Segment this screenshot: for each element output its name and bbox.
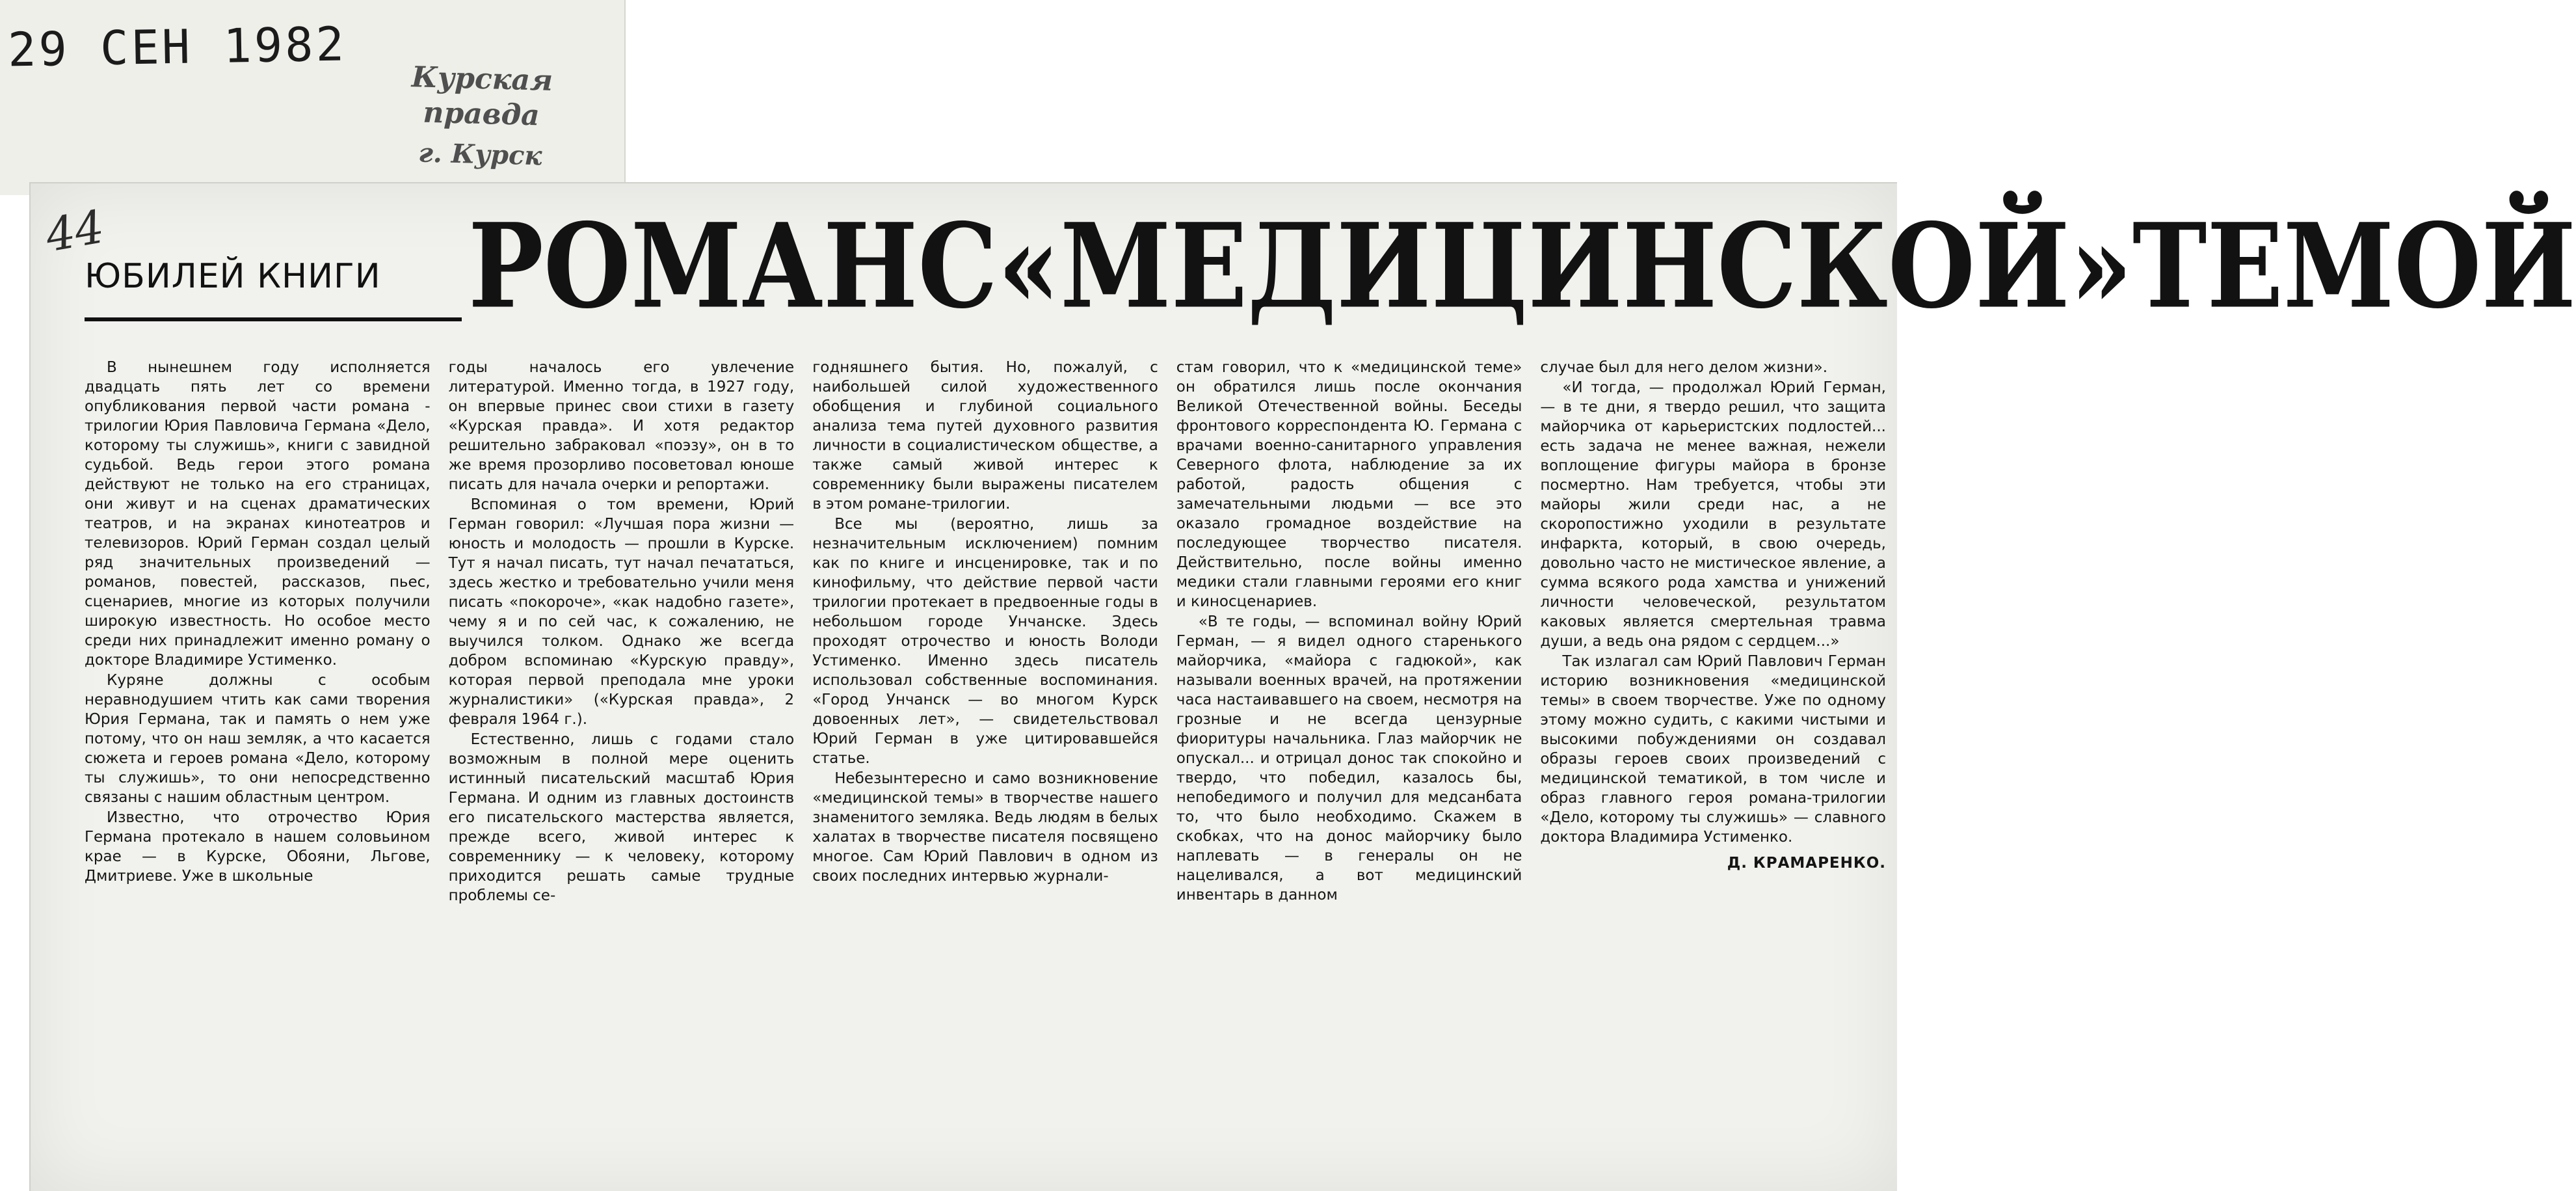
- date-stamp: 29 СЕН 1982: [7, 16, 347, 77]
- paragraph: случае был для него делом жизни».: [1540, 359, 1828, 376]
- headline-word: РОМАН: [468, 198, 918, 335]
- paragraph: годы началось его увлечение литературой. Именно тогда, в 1927 году, он впервые принес свои стихи в газету «Курская правда». И хотя редактор решительно забраковал «поэзу», он в то же время прозорливо посоветовал юноше писать для начала очерки и репортажи.: [448, 359, 795, 493]
- article-column-5: [1540, 358, 1886, 1177]
- headline-word: ТЕМОЙ: [2132, 198, 2576, 335]
- article-headline: [468, 198, 2576, 335]
- rubric-label: ЮБИЛЕЙ КНИГИ: [85, 257, 381, 296]
- newspaper-name: Курская правда: [411, 60, 553, 133]
- paragraph: Известно, что отрочество Юрия Германа протекало в нашем соловьином крае — в Курске, Обояни, Льгове, Дмитриеве. Уже в школьные: [85, 809, 431, 885]
- paragraph: Так излагал сам Юрий Павлович Герман историю возникновения «медицинской темы» в своем творчестве. Уже по одному этому можно судить, с какими чистыми и высокими побуждениями он создавал образы героев своих произведений с медицинской тематикой, в том числе и образ главного героя романа-трилогии «Дело, которому ты служишь» — славного доктора Владимира Устименко.: [1540, 653, 1886, 846]
- headline-word: «МЕДИЦИНСКОЙ»: [997, 198, 2132, 335]
- article-column-1: [85, 358, 431, 1177]
- paragraph: стам говорил, что к «медицинской теме» он обратился лишь после окончания Великой Отечественной войны. Беседы фронтового корреспондента Ю. Германа с врачами военно-санитарного управления Северного флота, наблюдение за их работой, радость общения с замечательными людьми — все это оказало громадное воздействие на последующее творчество писателя. Действительно, после войны именно медики стали главными героями его книг и киносценариев.: [1176, 359, 1522, 610]
- paragraph: «В те годы, — вспоминал войну Юрий Герман, — я видел одного старенького майорчика, «майора с гадюкой», как называли военных врачей, на протяжении часа настаивавшего на своем, несмотря на грозные и не всегда цензурные фиоритуры начальника. Глаз майорчик не опускал... и отрицал донос так спокойно и твердо, что победил, казалось бы, непобедимого и получил для медсанбата то, что было необходимо. Скажем в скобках, что на донос майорчику было наплевать — в генералы он не нацеливался, а вот медицинский инвентарь в данном: [1176, 613, 1522, 903]
- handwritten-mark: 44: [42, 200, 109, 263]
- rubric-underline: [85, 317, 462, 321]
- article-column-4: [1176, 358, 1522, 1177]
- paragraph: Куряне должны с особым неравнодушием чтить как сами творения Юрия Германа, так и память о нем уже потому, что он наш земляк, а что касается сюжета и героев романа «Дело, которому ты служишь», то они непосредственно связаны с нашим областным центром.: [85, 672, 431, 806]
- article-column-3: [812, 358, 1158, 1177]
- paragraph: Все мы (вероятно, лишь за незначительным исключением) помним как по книге и инсценировке, так и по кинофильму, что действие первой части трилогии протекает в предвоенные годы в небольшом городе Унчанске. Здесь проходят отрочество и юность Володи Устименко. Именно здесь писатель использовал собственные воспоминания. «Город Унчанск — во многом Курск довоенных лет», — свидетельствовал Юрий Герман в уже цитировавшейся статье.: [812, 516, 1158, 767]
- author-signature: Д. КРАМАРЕНКО.: [1727, 855, 1886, 872]
- paragraph: Небезынтересно и само возникновение «медицинской темы» в творчестве нашего знаменитого земляка. Ведь людям в белых халатах в творчестве писателя посвящено многое. Сам Юрий Павлович в одном из своих последних интервью журнали-: [812, 770, 1158, 885]
- paragraph: В нынешнем году исполняется двадцать пять лет со времени опубликования первой части романа - трилогии Юрия Павловича Германа «Дело, которому ты служишь», книги с завидной судьбой. Ведь герои этого романа действуют не только на его страницах, они живут и на сценах драматических театров, и на экранах кинотеатров и телевизоров. Юрий Герман создал целый ряд значительных произведений — романов, повестей, рассказов, пьес, сценариев, многие из которых получили широкую известность. Но особое место среди них принадлежит именно роману о докторе Владимире Устименко.: [85, 359, 431, 669]
- headline-word: С: [918, 198, 998, 335]
- newspaper-stamp: [363, 59, 600, 174]
- newspaper-city: г. Курск: [418, 137, 543, 172]
- paragraph: Естественно, лишь с годами стало возможным в полной мере оценить истинный писательский масштаб Юрия Германа. И одним из главных достоинств его писательского мастерства является, прежде всего, живой интерес к современнику — к человеку, которому приходится решать самые трудные проблемы се-: [448, 731, 795, 904]
- article-body: [85, 358, 1886, 1177]
- article-column-2: [449, 358, 795, 1177]
- paragraph: годняшнего бытия. Но, пожалуй, с наибольшей силой художественного обобщения и глубиной социального анализа тема путей духовного развития личности в социалистическом обществе, а также самый живой интерес к современнику были выражены писателем в этом романе-трилогии.: [812, 359, 1158, 513]
- paragraph: Вспоминая о том времени, Юрий Герман говорил: «Лучшая пора жизни — юность и молодость — прошли в Курске. Тут я начал писать, тут начал печататься, здесь жестко и требовательно учили меня писать «покороче», «как надобно газете», чему я и по сей час, к сожалению, не выучился толком. Однако же всегда добром вспоминаю «Курскую правду», которая первой преподала мне уроки журналистики» («Курская правда», 2 февраля 1964 г.).: [448, 496, 795, 728]
- paragraph: «И тогда, — продолжал Юрий Герман, — в те дни, я твердо решил, что защита майорчика от карьеристских подлостей... есть задача не менее важная, нежели воплощение фигуры майора в бронзе посмертно. Нам требуется, чтобы эти майоры жили среди нас, а не скоропостижно уходили в результате инфаркта, который, в свою очередь, довольно часто не мистическое явление, а сумма всякого рода хамства и унижений личности человеческой, результатом каковых является смертельная травма души, а ведь она рядом с сердцем...»: [1540, 379, 1886, 650]
